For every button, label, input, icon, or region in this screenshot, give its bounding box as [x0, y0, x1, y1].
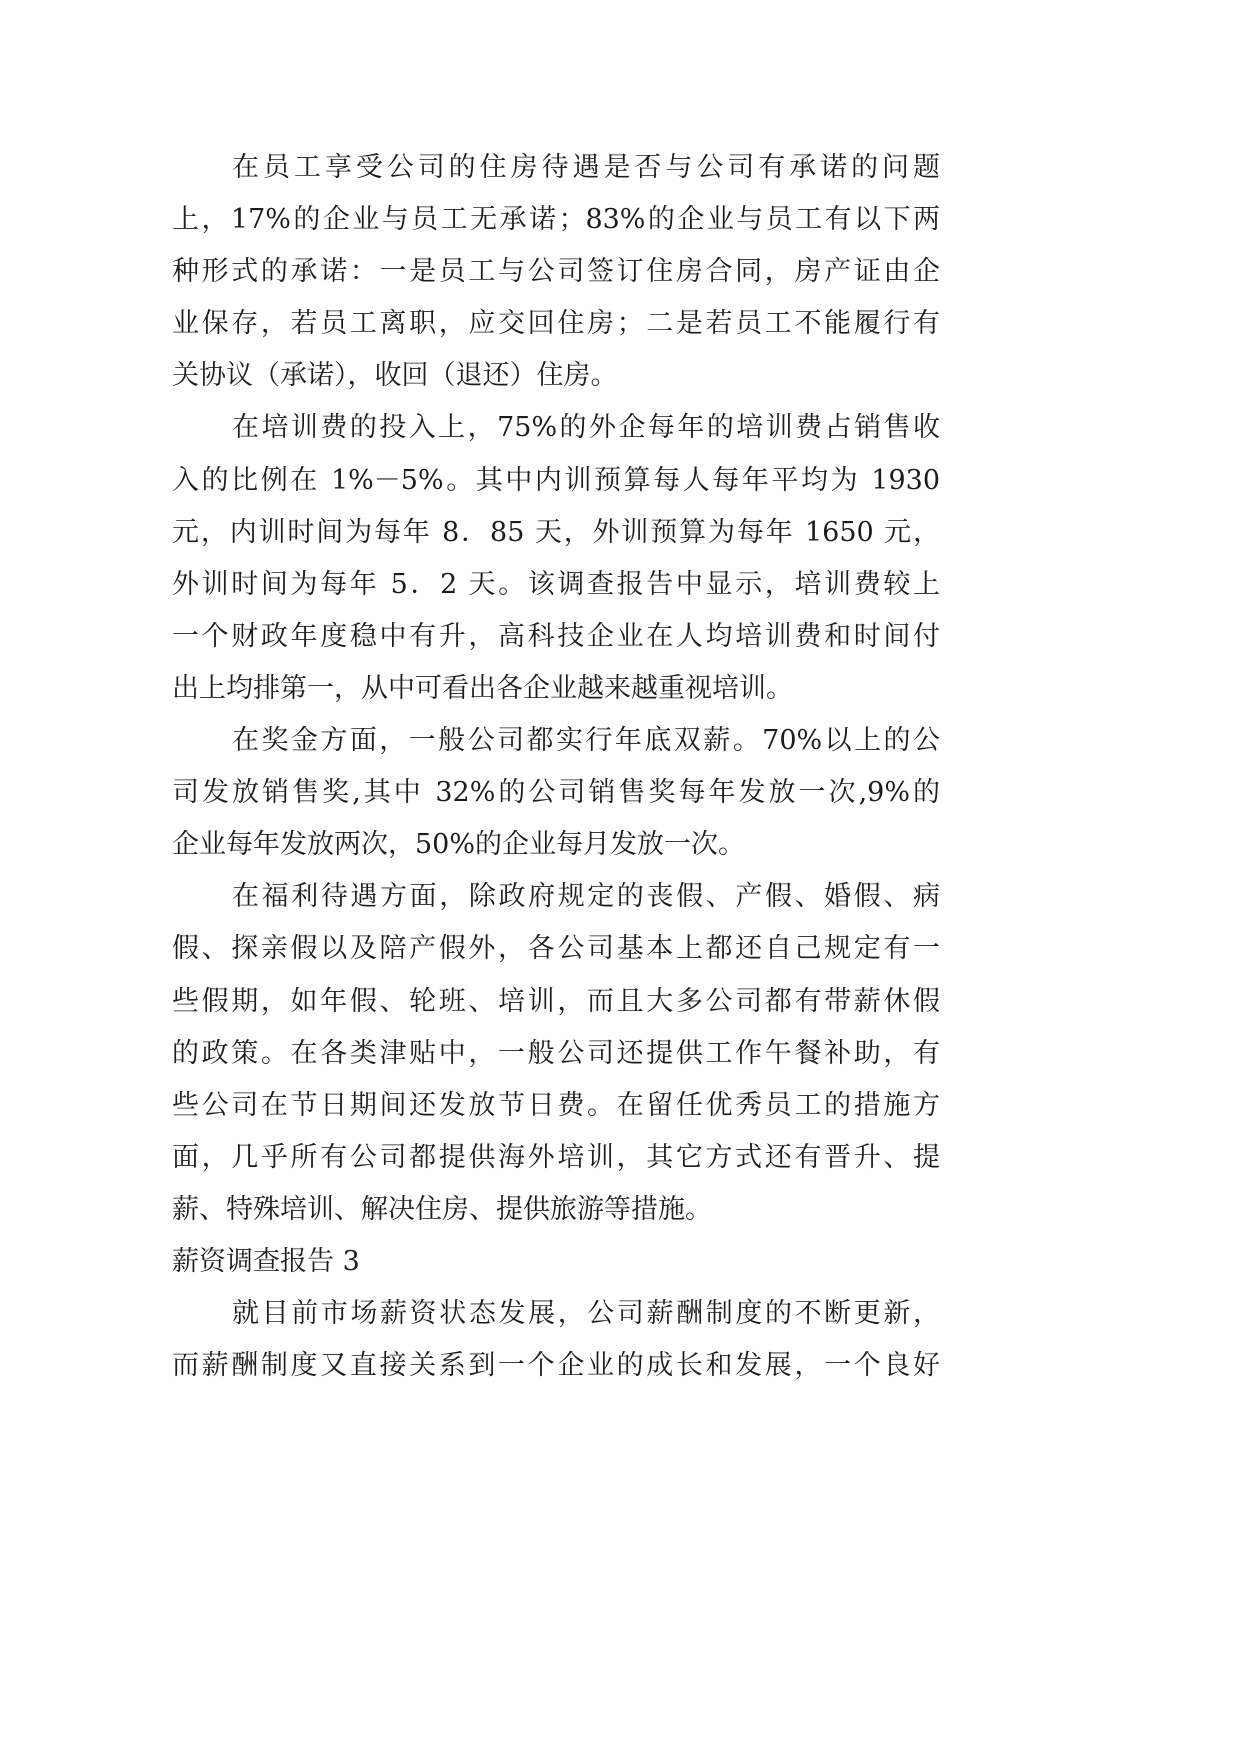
paragraph-line: 入的比例在 1%－5%。其中内训预算每人每年平均为 1930: [172, 464, 940, 496]
paragraph-line: 就目前市场薪资状态发展，公司薪酬制度的不断更新，: [232, 1298, 940, 1330]
paragraph-line: 业保存，若员工离职，应交回住房；二是若员工不能履行有: [172, 308, 940, 340]
document-body: [172, 142, 940, 1392]
paragraph-line: 薪、特殊培训、解决住房、提供旅游等措施。: [172, 1193, 712, 1225]
paragraph-line: 关协议（承诺），收回（退还）住房。: [172, 360, 618, 392]
paragraph-line: 些假期，如年假、轮班、培训，而且大多公司都有带薪休假: [172, 985, 940, 1017]
paragraph-bonus: [172, 715, 940, 871]
paragraph-line: 在福利待遇方面，除政府规定的丧假、产假、婚假、病: [232, 881, 940, 913]
paragraph-line: 些公司在节日期间还发放节日费。在留任优秀员工的措施方: [172, 1089, 940, 1121]
paragraph-line: 外训时间为每年 5．2 天。该调查报告中显示，培训费较上: [172, 568, 940, 600]
paragraph-line: 在培训费的投入上，75%的外企每年的培训费占销售收: [232, 412, 940, 444]
paragraph-line: 司发放销售奖,其中 32%的公司销售奖每年发放一次,9%的: [172, 777, 940, 809]
paragraph-housing: [172, 142, 940, 402]
paragraph-line: 在奖金方面，一般公司都实行年底双薪。70%以上的公: [232, 725, 940, 757]
paragraph-line: 一个财政年度稳中有升，高科技企业在人均培训费和时间付: [172, 620, 940, 652]
paragraph-benefits: [172, 871, 940, 1236]
paragraph-line: 在员工享受公司的住房待遇是否与公司有承诺的问题: [232, 152, 940, 183]
section-heading: 薪资调查报告 3: [172, 1245, 360, 1277]
paragraph-line: 上，17%的企业与员工无承诺；83%的企业与员工有以下两: [172, 204, 940, 236]
paragraph-line: 元，内训时间为每年 8．85 天，外训预算为每年 1650 元，: [172, 516, 940, 548]
paragraph-line: 企业每年发放两次，50%的企业每月发放一次。: [172, 829, 746, 861]
paragraph-line: 出上均排第一，从中可看出各企业越来越重视培训。: [172, 672, 793, 704]
paragraph-line: 假、探亲假以及陪产假外，各公司基本上都还自己规定有一: [172, 933, 940, 965]
paragraph-section-intro: [172, 1288, 940, 1392]
paragraph-line: 而薪酬制度又直接关系到一个企业的成长和发展，一个良好: [172, 1350, 940, 1382]
paragraph-line: 面，几乎所有公司都提供海外培训，其它方式还有晋升、提: [172, 1141, 940, 1173]
paragraph-training: [172, 402, 940, 715]
paragraph-line: 种形式的承诺：一是员工与公司签订住房合同，房产证由企: [172, 256, 940, 288]
paragraph-line: 的政策。在各类津贴中，一般公司还提供工作午餐补助，有: [172, 1037, 940, 1069]
